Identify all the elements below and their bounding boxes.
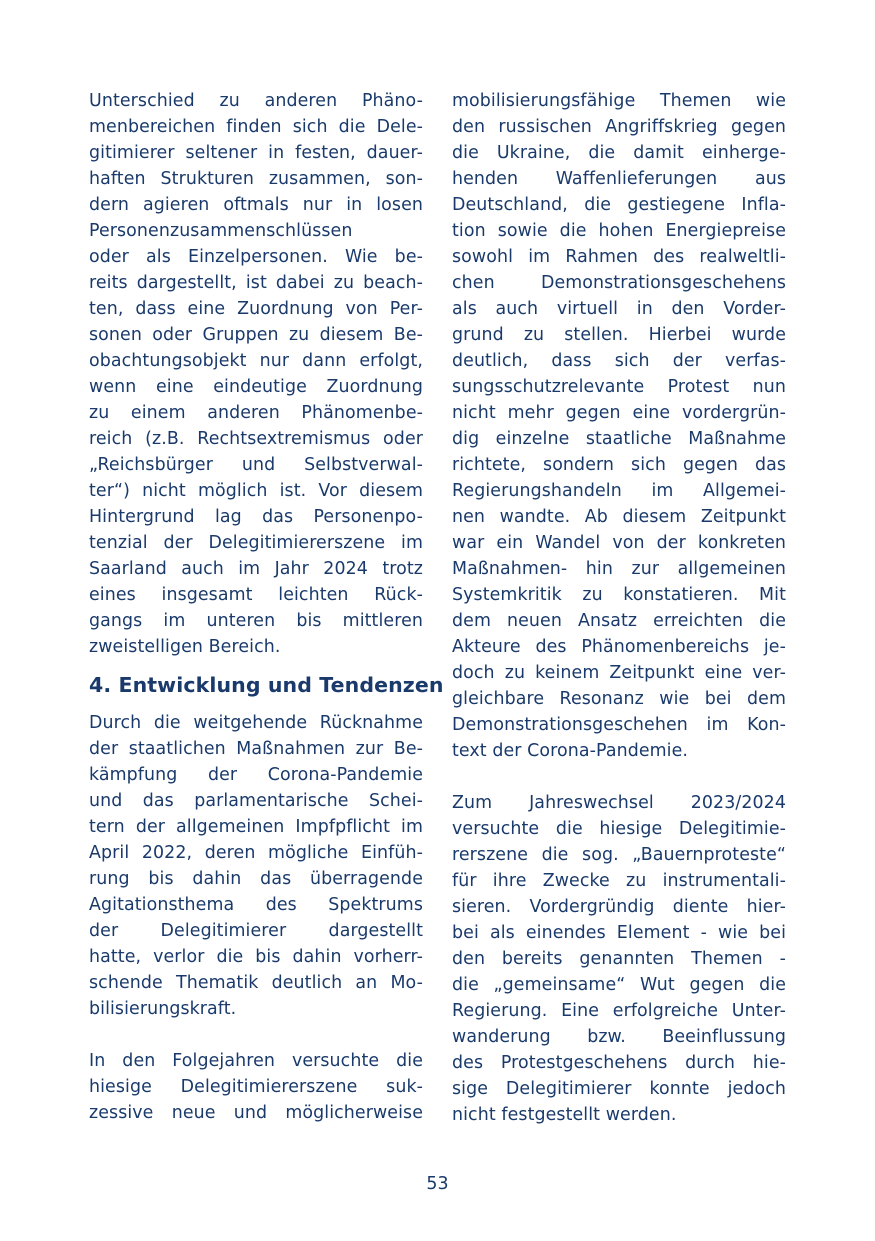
text-line: rung bis dahin das überragende <box>89 869 423 889</box>
text-line: der Delegitimierer dargestellt <box>89 921 423 941</box>
text-line: tern der allgemeinen Impfpflicht im <box>89 817 423 837</box>
text-line: Unterschied zu anderen Phäno- <box>89 91 423 111</box>
text-line: obachtungsobjekt nur dann erfolgt, <box>89 351 423 371</box>
text-line: schende Thematik deutlich an Mo- <box>89 973 423 993</box>
text-line: sonen oder Gruppen zu diesem Be- <box>89 325 423 345</box>
text-line: Saarland auch im Jahr 2024 trotz <box>89 559 423 579</box>
text-line: reich (z.B. Rechtsextremismus oder <box>89 429 423 449</box>
text-line: nen wandte. Ab diesem Zeitpunkt <box>452 507 786 527</box>
text-line: reits dargestellt, ist dabei zu beach- <box>89 273 423 293</box>
text-line: hiesige Delegitimiererszene suk- <box>89 1077 423 1097</box>
text-line: sungsschutzrelevante Protest nun <box>452 377 786 397</box>
text-line: haften Strukturen zusammen, son- <box>89 169 423 189</box>
text-line: chen Demonstrationsgeschehens <box>452 273 786 293</box>
text-line: henden Waffenlieferungen aus <box>452 169 786 189</box>
text-line: den bereits genannten Themen - <box>452 949 786 969</box>
text-line: mobilisierungsfähige Themen wie <box>452 91 786 111</box>
right-column <box>452 88 786 1128</box>
text-line: des Protestgeschehens durch hie- <box>452 1053 786 1073</box>
text-line: gitimierer seltener in festen, dauer- <box>89 143 423 163</box>
text-line: hatte, verlor die bis dahin vorherr- <box>89 947 423 967</box>
text-line: die „gemeinsame“ Wut gegen die <box>452 975 786 995</box>
text-line: Regierungshandeln im Allgemei- <box>452 481 786 501</box>
text-line: für ihre Zwecke zu instrumentali- <box>452 871 786 891</box>
text-line: dem neuen Ansatz erreichten die <box>452 611 786 631</box>
text-line: nicht festgestellt werden. <box>452 1105 677 1125</box>
text-line: Deutschland, die gestiegene Infla- <box>452 195 786 215</box>
text-line: eines insgesamt leichten Rück- <box>89 585 423 605</box>
text-line: dig einzelne staatliche Maßnahme <box>452 429 786 449</box>
text-line: Systemkritik zu konstatieren. Mit <box>452 585 786 605</box>
text-line: text der Corona-Pandemie. <box>452 741 689 761</box>
text-line: sowohl im Rahmen des realweltli- <box>452 247 786 267</box>
text-line: In den Folgejahren versuchte die <box>89 1051 423 1071</box>
text-line: sieren. Vordergründig diente hier- <box>452 897 786 917</box>
text-line: und das parlamentarische Schei- <box>89 791 423 811</box>
text-line: Durch die weitgehende Rücknahme <box>89 713 423 733</box>
text-line: oder als Einzelpersonen. Wie be- <box>89 247 423 267</box>
paragraph-personenpotenzial <box>89 88 423 660</box>
text-line: Regierung. Eine erfolgreiche Unter- <box>452 1001 786 1021</box>
text-line: Akteure des Phänomenbereichs je- <box>452 637 786 657</box>
text-line: ter“) nicht möglich ist. Vor diesem <box>89 481 423 501</box>
text-line: versuchte die hiesige Delegitimie- <box>452 819 786 839</box>
text-line: ten, dass eine Zuordnung von Per- <box>89 299 423 319</box>
text-line: richtete, sondern sich gegen das <box>452 455 786 475</box>
text-line: tenzial der Delegitimiererszene im <box>89 533 423 553</box>
paragraph-ruecknahme <box>89 710 423 1022</box>
text-line: kämpfung der Corona-Pandemie <box>89 765 423 785</box>
text-line: gangs im unteren bis mittleren <box>89 611 423 631</box>
paragraph-folgejahre <box>89 1048 423 1126</box>
text-line: gleichbare Resonanz wie bei dem <box>452 689 786 709</box>
text-line: zu einem anderen Phänomenbe- <box>89 403 423 423</box>
text-line: tion sowie die hohen Energiepreise <box>452 221 786 241</box>
text-line: deutlich, dass sich der verfas- <box>452 351 786 371</box>
text-line: zessive neue und möglicherweise <box>89 1103 423 1123</box>
text-line: „Reichsbürger und Selbstverwal- <box>89 455 423 475</box>
text-line: der staatlichen Maßnahmen zur Be- <box>89 739 423 759</box>
text-line: die Ukraine, die damit einherge- <box>452 143 786 163</box>
text-line: wenn eine eindeutige Zuordnung <box>89 377 423 397</box>
text-line: wanderung bzw. Beeinflussung <box>452 1027 786 1047</box>
text-line: Zum Jahreswechsel 2023/2024 <box>452 793 786 813</box>
text-line: menbereichen finden sich die Dele- <box>89 117 423 137</box>
text-line: als auch virtuell in den Vorder- <box>452 299 786 319</box>
text-line: April 2022, deren mögliche Einfüh- <box>89 843 423 863</box>
page-number: 53 <box>426 1174 449 1194</box>
text-line: rerszene die sog. „Bauernproteste“ <box>452 845 786 865</box>
text-line: den russischen Angriffskrieg gegen <box>452 117 786 137</box>
text-line: Maßnahmen- hin zur allgemeinen <box>452 559 786 579</box>
text-line: grund zu stellen. Hierbei wurde <box>452 325 786 345</box>
paragraph-gap <box>89 1022 423 1048</box>
text-line: war ein Wandel von der konkreten <box>452 533 786 553</box>
text-line: bilisierungskraft. <box>89 999 237 1019</box>
text-line: bei als einendes Element - wie bei <box>452 923 786 943</box>
paragraph-gap <box>452 764 786 790</box>
text-line: dern agieren oftmals nur in losen <box>89 195 423 215</box>
left-column <box>89 88 444 1126</box>
text-line: Demonstrationsgeschehen im Kon- <box>452 715 786 735</box>
text-line: zweistelligen Bereich. <box>89 637 281 657</box>
text-line: Personenzusammenschlüssen <box>89 221 353 241</box>
paragraph-themen <box>452 88 786 764</box>
text-line: Agitationsthema des Spektrums <box>89 895 423 915</box>
text-line: sige Delegitimierer konnte jedoch <box>452 1079 786 1099</box>
text-line: doch zu keinem Zeitpunkt eine ver- <box>452 663 786 683</box>
paragraph-bauernproteste <box>452 790 786 1128</box>
section-heading: 4. Entwicklung und Tendenzen <box>89 673 444 697</box>
text-line: nicht mehr gegen eine vordergrün- <box>452 403 786 423</box>
text-line: Hintergrund lag das Personenpo- <box>89 507 423 527</box>
